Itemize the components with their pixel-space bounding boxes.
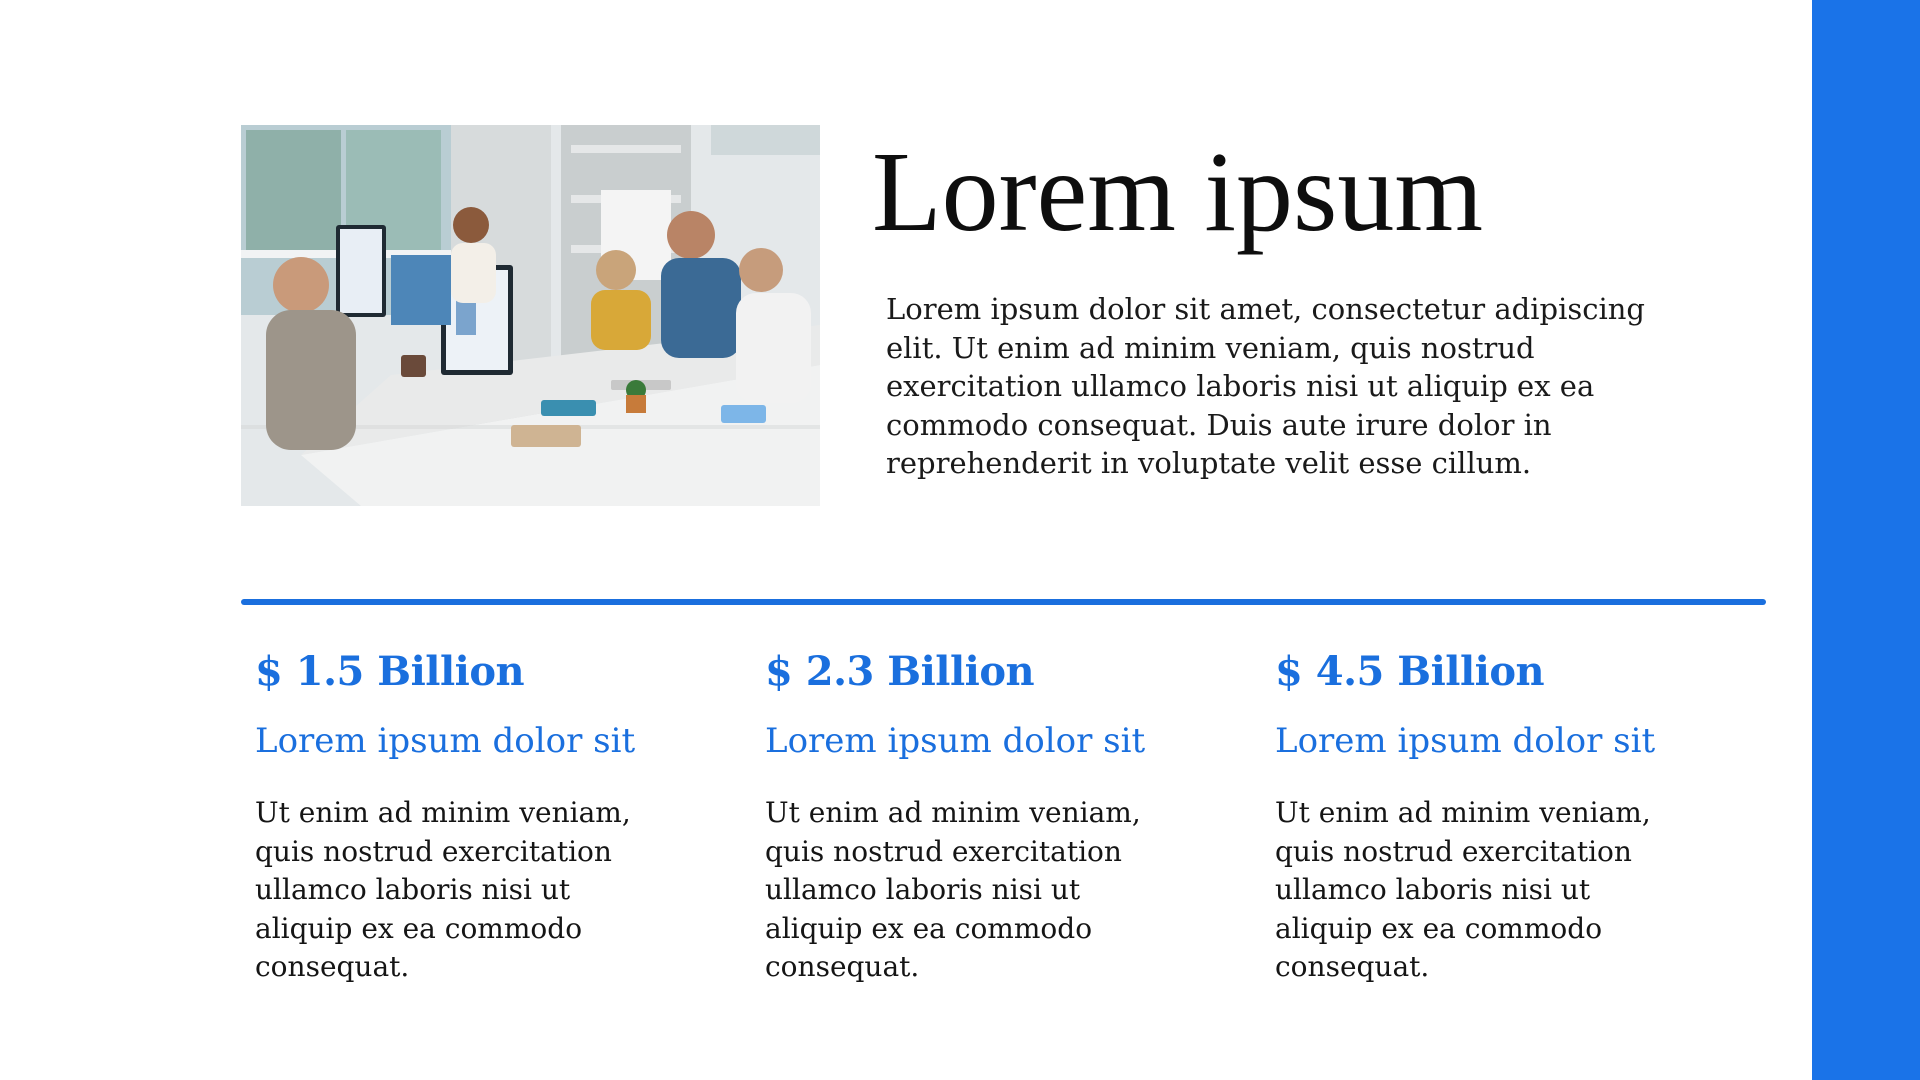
stat-column-2: [765, 645, 1225, 987]
office-team-photo: [241, 125, 820, 506]
stat-body: Ut enim ad minim veniam, quis nostrud exercitation ullamco laboris nisi ut aliquip ex ea commodo consequat.: [765, 796, 1141, 983]
stat-value: $ 1.5 Billion: [255, 648, 525, 695]
stat-subtitle: Lorem ipsum dolor sit: [765, 721, 1146, 761]
stat-value: $ 2.3 Billion: [765, 648, 1035, 695]
accent-side-band: [1812, 0, 1920, 1080]
intro-paragraph: Lorem ipsum dolor sit amet, consectetur adipiscing elit. Ut enim ad minim veniam, quis nostrud exercitation ullamco laboris nisi ut aliquip ex ea commodo consequat. Duis aute irure dolor in reprehenderit in voluptate velit esse cillum.: [886, 292, 1645, 480]
stat-subtitle: Lorem ipsum dolor sit: [1275, 721, 1656, 761]
stat-column-1: [255, 645, 715, 987]
stat-body: Ut enim ad minim veniam, quis nostrud exercitation ullamco laboris nisi ut aliquip ex ea commodo consequat.: [1275, 796, 1651, 983]
section-divider: [241, 599, 1766, 605]
office-photo-illustration: [241, 125, 820, 506]
stat-column-3: [1275, 645, 1735, 987]
stat-subtitle: Lorem ipsum dolor sit: [255, 721, 636, 761]
stat-body: Ut enim ad minim veniam, quis nostrud exercitation ullamco laboris nisi ut aliquip ex ea commodo consequat.: [255, 796, 631, 983]
stat-value: $ 4.5 Billion: [1275, 648, 1545, 695]
slide-title: Lorem ipsum: [872, 128, 1484, 255]
